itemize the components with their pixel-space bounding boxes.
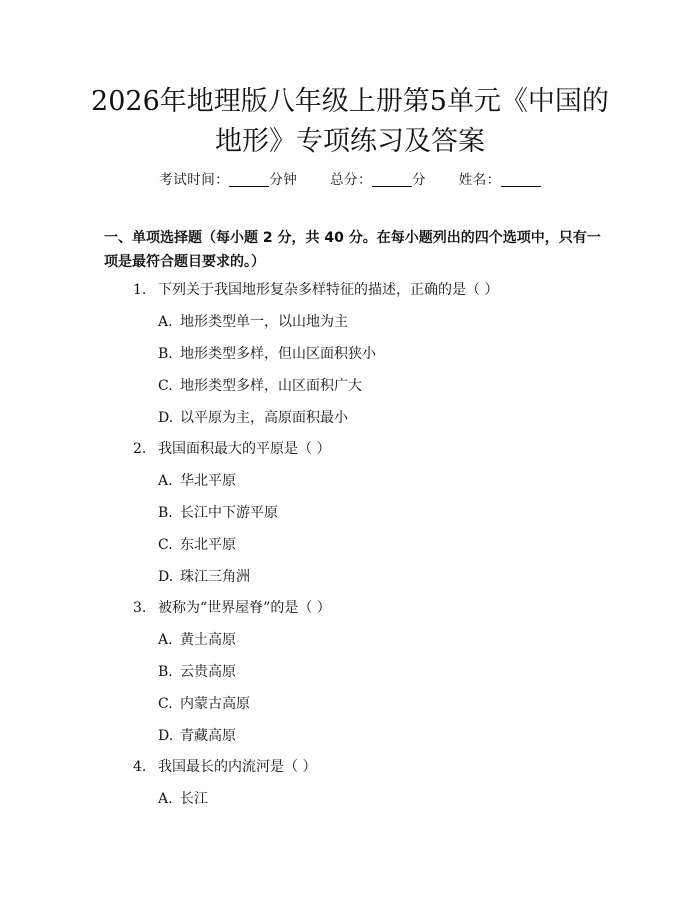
option-text: 长江 — [180, 791, 208, 807]
name-blank — [501, 172, 541, 187]
option-letter: A. — [158, 314, 173, 330]
exam-score — [330, 168, 426, 188]
question-text: 我国面积最大的平原是（ ） — [158, 441, 331, 457]
score-unit: 分 — [412, 172, 426, 188]
question-3 — [133, 598, 331, 618]
option-2b — [158, 503, 278, 523]
option-text: 内蒙古高原 — [180, 696, 250, 712]
question-text: 下列关于我国地形复杂多样特征的描述，正确的是（ ） — [158, 282, 499, 298]
time-unit: 分钟 — [269, 172, 298, 188]
time-label: 考试时间： — [159, 172, 230, 188]
option-letter: B. — [158, 505, 173, 521]
option-letter: B. — [158, 664, 173, 680]
time-blank — [229, 172, 269, 187]
score-blank — [372, 172, 412, 187]
option-letter: D. — [158, 410, 174, 426]
option-3d — [158, 726, 236, 746]
option-text: 华北平原 — [180, 473, 236, 489]
option-letter: B. — [158, 346, 173, 362]
question-number: 3. — [133, 600, 147, 616]
exam-name — [459, 168, 541, 188]
option-4a — [158, 789, 208, 809]
option-1c — [158, 376, 362, 396]
option-text: 黄土高原 — [180, 632, 236, 648]
option-letter: C. — [158, 537, 173, 553]
option-letter: A. — [158, 632, 173, 648]
option-letter: C. — [158, 378, 173, 394]
option-3c — [158, 694, 250, 714]
question-4 — [133, 757, 316, 777]
option-text: 长江中下游平原 — [180, 505, 278, 521]
name-label: 姓名： — [458, 172, 501, 188]
question-number: 2. — [133, 441, 147, 457]
option-2a — [158, 471, 236, 491]
option-2c — [158, 535, 236, 555]
option-text: 以平原为主，高原面积最小 — [180, 410, 348, 426]
option-3b — [158, 662, 236, 682]
option-2d — [158, 567, 250, 587]
option-text: 青藏高原 — [180, 728, 236, 744]
option-text: 东北平原 — [180, 537, 236, 553]
option-letter: A. — [158, 791, 173, 807]
option-letter: C. — [158, 696, 173, 712]
question-2 — [133, 439, 330, 459]
option-letter: D. — [158, 728, 174, 744]
option-text: 云贵高原 — [180, 664, 236, 680]
exam-time — [159, 168, 297, 188]
score-label: 总分： — [330, 172, 372, 188]
option-text: 地形类型单一，以山地为主 — [180, 314, 348, 330]
option-letter: D. — [158, 569, 174, 585]
title-line-1: 2026年地理版八年级上册第5单元《中国的 — [91, 86, 609, 117]
section-heading: 一、单项选择题（每小题 2 分，共 40 分。在每小题列出的四个选项中，只有一项是最符合题目要求的。） — [104, 230, 601, 270]
exam-meta — [0, 168, 700, 188]
question-text: 我国最长的内流河是（ ） — [158, 759, 317, 775]
option-text: 珠江三角洲 — [180, 569, 250, 585]
option-3a — [158, 630, 236, 650]
option-text: 地形类型多样，但山区面积狭小 — [180, 346, 376, 362]
question-number: 4. — [133, 759, 147, 775]
question-1 — [133, 280, 498, 300]
title-line-2: 地形》专项练习及答案 — [215, 126, 485, 157]
question-number: 1. — [133, 282, 147, 298]
option-letter: A. — [158, 473, 173, 489]
option-text: 地形类型多样，山区面积广大 — [180, 378, 362, 394]
option-1d — [158, 408, 348, 428]
option-1b — [158, 344, 376, 364]
document-title — [70, 82, 630, 162]
option-1a — [158, 312, 348, 332]
question-text: 被称为“世界屋脊”的是（ ） — [158, 600, 331, 616]
